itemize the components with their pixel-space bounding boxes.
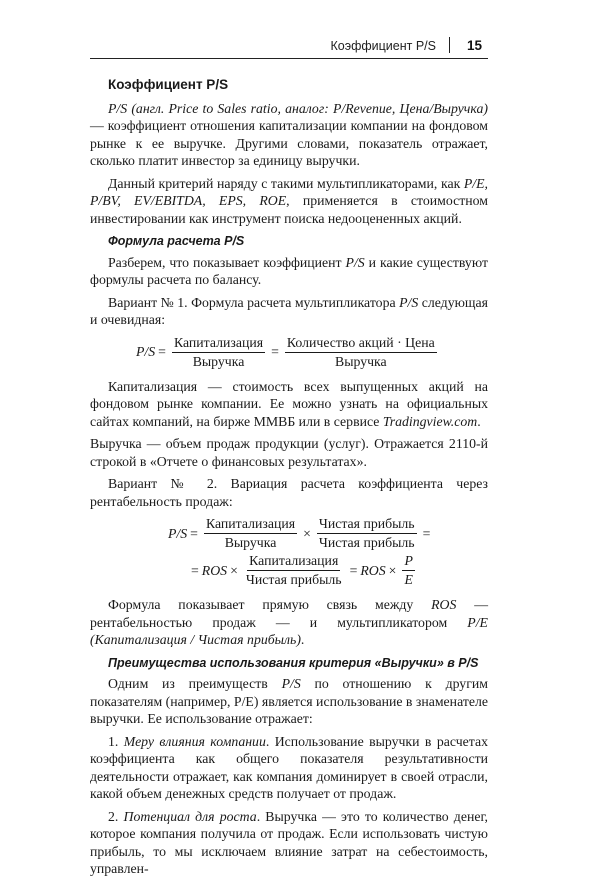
variant2-paragraph: Вариант № 2. Вариация расчета коэффициента через рентабельность продаж: xyxy=(90,476,488,509)
list-item-title: Меру влияния компании xyxy=(123,733,266,749)
intro-paragraph xyxy=(90,100,488,170)
fraction-numerator: Капитализация xyxy=(172,335,265,353)
formula2-ros-2: ROS xyxy=(360,562,386,578)
analyze-text-end: и какие существуют формулы расчета по балансу. xyxy=(90,254,488,287)
capitalization-paragraph xyxy=(90,378,488,431)
formula2-times-2: × xyxy=(230,562,238,578)
fraction-denominator: Чистая прибыль xyxy=(245,572,342,587)
formula2-fraction-3 xyxy=(244,553,344,588)
analyze-paragraph xyxy=(90,254,488,289)
list-item-text: . Выручка — это то количество денег, которое компания получила от продаж. Если использовать чистую прибыль, то мы исключаем влияние затрат на себестоимость, управлен- xyxy=(90,808,489,876)
formula-2-line-1 xyxy=(168,516,488,551)
relationship-paren: (Капитализация / Чистая прибыль) xyxy=(90,632,301,647)
formula1-lhs: P/S xyxy=(136,344,156,360)
fraction-denominator: Выручка xyxy=(192,353,245,369)
fraction-numerator: Чистая прибыль xyxy=(317,516,417,534)
formula1-fraction-2 xyxy=(285,335,437,370)
formula2-equals-3: = xyxy=(191,562,199,578)
advantages-term: P/S xyxy=(281,676,301,691)
running-header xyxy=(90,36,488,59)
fraction-denominator: Выручка xyxy=(224,535,277,550)
relationship-ros: ROS xyxy=(431,597,457,612)
revenue-paragraph: Выручка — объем продаж продукции (услуг). Отражается 2110-й строкой в «Отчете о финансовых результатах». xyxy=(90,436,488,469)
formula2-times-1: × xyxy=(303,525,311,541)
formula2-times-3: × xyxy=(388,562,397,578)
fraction-denominator: Выручка xyxy=(335,353,387,369)
variant1-term: P/S xyxy=(399,294,419,310)
section-title: Коэффициент P/S xyxy=(108,77,229,92)
formula2-fraction-1 xyxy=(204,516,297,551)
analyze-text-start: Разберем, что показывает коэффициент xyxy=(108,254,346,270)
formula2-ros-1: ROS xyxy=(201,562,228,578)
relationship-pe: P/E xyxy=(467,614,488,630)
list-item-text: . Использование выручки в расчетах коэффициента как общего показателя результативности деятельности отражает, как компания доминирует в своей отрасли, какой объем денежных средств получает от продаж. xyxy=(90,733,488,801)
header-divider xyxy=(449,37,450,53)
page-number: 15 xyxy=(466,38,482,53)
variant1-paragraph xyxy=(90,294,488,329)
criteria-text-end: , применяется в стоимостном инвестировании как инструмент поиска недооцененных акций. xyxy=(90,193,489,226)
criteria-text-start: Данный критерий наряду с такими мультипликаторами, как xyxy=(108,175,464,191)
formula-1 xyxy=(136,335,488,370)
variant1-text-end: следующая и очевидная: xyxy=(90,294,488,327)
intro-aliases: (англ. Price to Sales ratio, аналог: P/Revenue, Цена/Выручка) xyxy=(131,100,488,116)
relationship-text-start: Формула показывает прямую связь между xyxy=(108,597,432,612)
intro-term: P/S xyxy=(108,100,128,116)
criteria-list: P/E, P/BV, EV/EBITDA, EPS, ROE xyxy=(90,175,488,208)
advantages-text-end: по отношению к другим показателям (например, P/E) является использование в знаменателе выручки. Ее использование отражает: xyxy=(90,676,488,726)
fraction-numerator: P xyxy=(402,553,414,571)
relationship-paragraph xyxy=(90,596,488,649)
advantages-text-start: Одним из преимуществ xyxy=(108,676,282,691)
list-item-title: Потенциал для роста xyxy=(123,808,257,824)
capitalization-period: . xyxy=(477,413,481,429)
formula2-equals-1: = xyxy=(190,525,198,541)
variant1-text-start: Вариант № 1. Формула расчета мультипликатора xyxy=(108,294,400,310)
list-item-2 xyxy=(90,808,488,878)
running-header-title: Коэффициент P/S xyxy=(330,39,436,53)
tradingview-site: Tradingview.com xyxy=(382,413,478,429)
formula2-equals-4: = xyxy=(349,562,358,578)
fraction-denominator: Чистая прибыль xyxy=(318,535,415,550)
formula-2-line-2 xyxy=(188,553,488,588)
subsection-title-formula: Формула расчета P/S xyxy=(108,234,245,248)
formula1-fraction-1 xyxy=(172,335,265,370)
formula2-fraction-2 xyxy=(317,516,417,551)
relationship-text-mid: — рентабельностью продаж — и мультипликатором xyxy=(90,597,488,630)
fraction-numerator: Количество акций · Цена xyxy=(285,335,437,353)
analyze-term: P/S xyxy=(345,254,365,270)
formula2-fraction-4 xyxy=(402,553,414,588)
formula1-equals-1: = xyxy=(158,344,166,360)
capitalization-text: Капитализация — стоимость всех выпущенных акций на фондовом рынке компании. Ее можно узнать на официальных сайтах компаний, на бирже ММВБ или в сервисе xyxy=(90,378,488,429)
fraction-numerator: Капитализация xyxy=(247,553,340,571)
formula2-equals-2: = xyxy=(422,525,431,541)
list-item-number: 2. xyxy=(108,808,124,824)
subsection-title-advantages: Преимущества использования критерия «Выручки» в P/S xyxy=(108,655,479,670)
relationship-period: . xyxy=(300,632,305,647)
list-item-number: 1. xyxy=(108,733,124,749)
main-text xyxy=(90,76,488,883)
formula1-equals-2: = xyxy=(271,344,279,360)
list-item-1 xyxy=(90,733,488,803)
fraction-numerator: Капитализация xyxy=(204,516,297,534)
advantages-paragraph xyxy=(90,675,488,728)
criteria-paragraph xyxy=(90,175,488,228)
formula2-lhs: P/S xyxy=(168,525,188,541)
intro-definition: — коэффициент отношения капитализации компании на фондовом рынке к ее выручке. Другими словами, показатель отражает, сколько платит инвестор за единицу выручки. xyxy=(90,118,488,168)
fraction-denominator: E xyxy=(404,572,413,587)
